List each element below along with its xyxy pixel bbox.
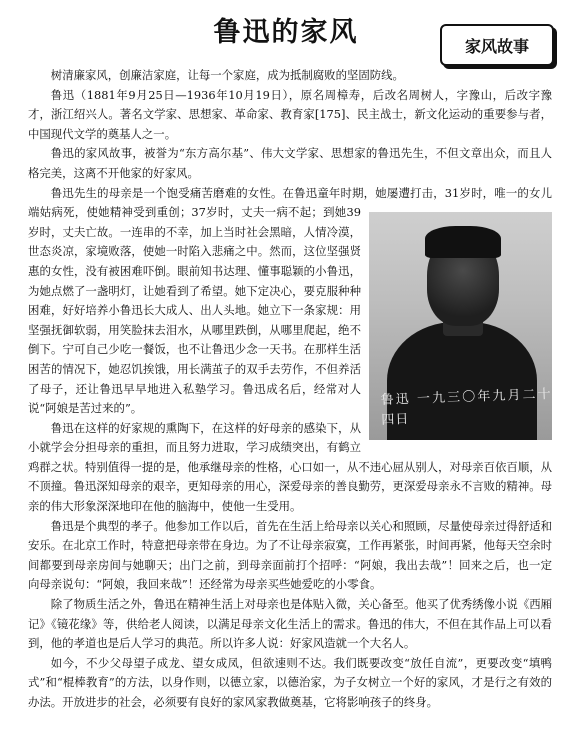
paragraph-filial: 鲁迅是个典型的孝子。他参加工作以后，首先在生活上给母亲以关心和照顾，尽量使母亲过得舒适和安乐。在北京工作时，特意把母亲带在身边。为了不让母亲寂寞，工作再紧张，时间再紧，他每天空余时间都要到母亲房间与她聊天；出门之前，到母亲面前打个招呼：“阿娘，我出去哉”！回来之后，也一定向母亲说句：“阿娘，我回来哉”！还经常为母亲买些她爱吃的小零食。 [28,518,552,592]
paragraph-spiritual: 除了物质生活之外，鲁迅在精神生活上对母亲也是体贴入微，关心备至。他买了优秀绣像小说《西厢记》《镜花缘》等，供给老人阅读，以满足母亲文化生活上的需求。鲁迅的伟大，不但在其作品上可以看到，他的孝道也是后人学习的典范。所以许多人说：好家风造就一个大名人。 [28,597,552,651]
paragraph-conclusion: 如今，不少父母望子成龙、望女成凤，但欲速则不达。我们既要改变“放任自流”，更要改变“填鸭式”和“棍棒教育”的方法，以身作则，以德立家，以德治家，为子女树立一个好的家风，才是行之有效的办法。开放进步的社会，必须要有良好的家风家教做奠基，它将影响孩子的终身。 [28,655,552,709]
portrait-photo [369,212,552,440]
paragraph-mother-text: 鲁迅先生的母亲是一个饱受痛苦磨难的女性。在鲁迅童年时期，她屡遭打击，31岁时，唯一的女儿端姑病死，使她精神受到重创；37岁时，丈夫一病不起；到她39岁时，丈夫亡故。一连串的不幸，加上当时社会黑暗，人情冷漠，世态炎凉，家境败落，使她一时陷入悲痛之中。然而，这位坚强贤惠的女性，没有被困难吓倒。眼前知书达理、懂事聪颖的小鲁迅，为她点燃了一盏明灯，让她看到了希望。她下定决心，要克服种种困难，好好培养小鲁迅长大成人、出人头地。她立下一条家规：用坚强抚御软弱，用笑脸抹去泪水，从哪里跌倒，从哪里爬起，绝不倒下。宁可自己少吃一餐饭，也不让鲁迅少念一天书。在那样生活困苦的情况下，她忍饥挨饿，用长满茧子的双手去劳作，不但养活了母子，还让鲁迅早早地进入私塾学习。鲁迅成名后，经常对人说“阿娘是苦过来的”。 [28,185,552,416]
article-body [28,66,552,713]
paragraph-story: 鲁迅的家风故事，被誉为“东方高尔基”、伟大文学家、思想家的鲁迅先生，不但文章出众，而且人格完美，这离不开他家的好家风。 [28,146,552,180]
page-title: 鲁迅的家风 [213,17,359,48]
photo-inscription: 鲁迅 一九三〇年九月二十四日 [380,387,552,428]
paragraph-intro: 树清廉家风，创廉洁家庭，让每一个家庭，成为抵制腐败的坚固防线。 [50,68,404,82]
paragraph-bio: 鲁迅（1881年9月25日—1936年10月19日），原名周樟寿，后改名周树人，字豫山，后改字豫才，浙江绍兴人。著名文学家、思想家、革命家、教育家[175]、民主战士，新文化运动的重要参与者，中国现代文学的奠基人之一。 [28,87,552,141]
paragraph-upbringing: 鲁迅在这样的好家规的熏陶下，在这样的好母亲的感染下，从小就学会分担母亲的重担，而且努力进取，学习成绩突出，有鹤立鸡群之状。特别值得一提的是，他承继母亲的性格，心口如一，从不违心屈从别人，对母亲百依百顺，从不顶撞。鲁迅深知母亲的艰辛，更知母亲的用心，深爱母亲的善良勤劳，更深爱母亲永不言败的精神。母亲的伟大形象深深地印在他的脑海中，使他一生受用。 [28,420,552,514]
photo-hair [425,226,501,258]
category-badge: 家风故事 [440,24,554,66]
